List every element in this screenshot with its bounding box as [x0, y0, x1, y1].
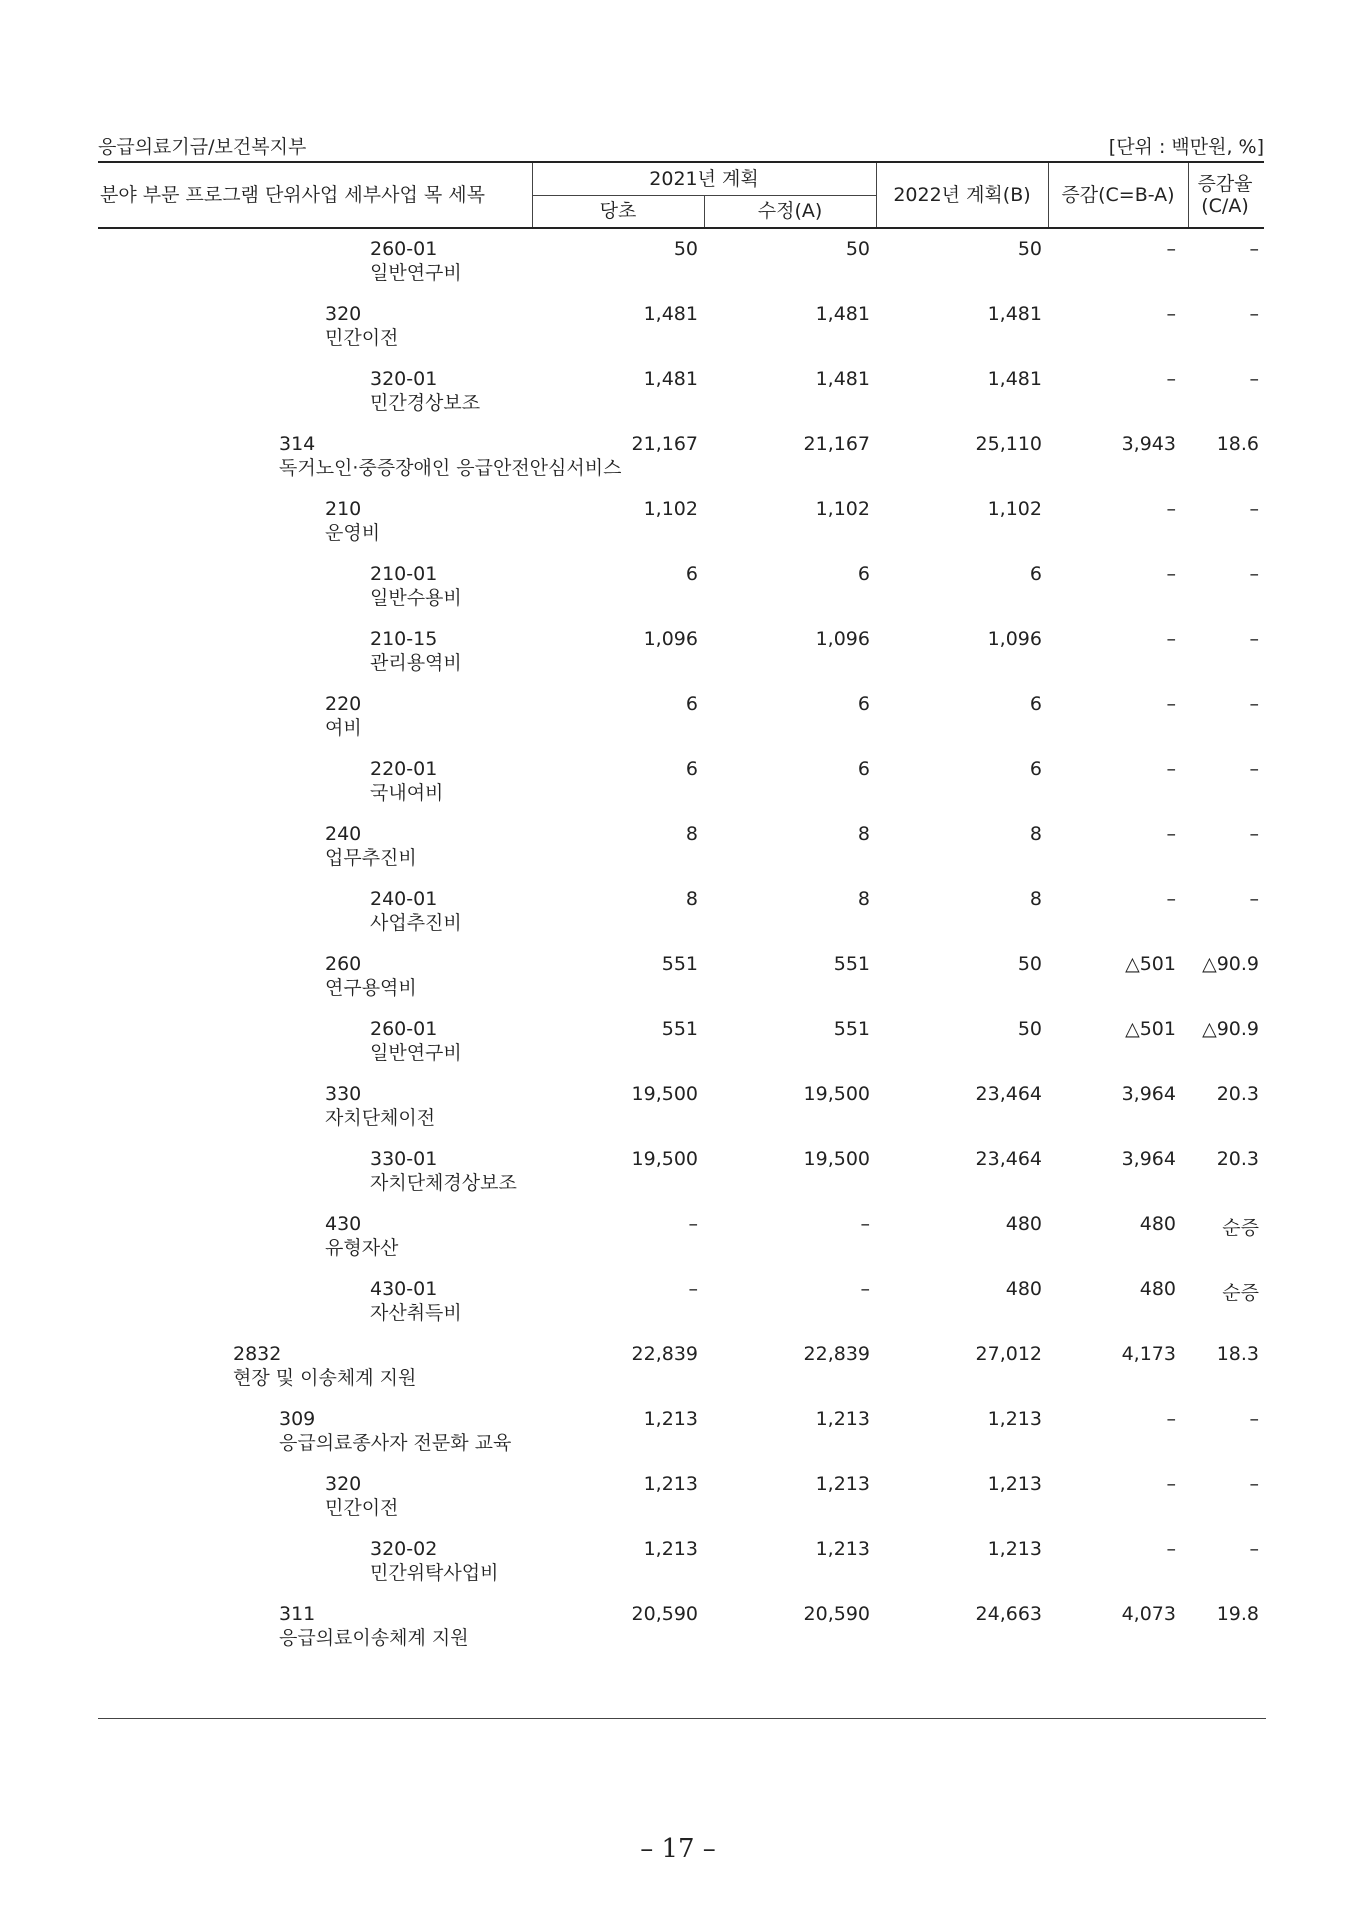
row-name: 자산취득비 — [370, 1302, 462, 1324]
header-rate: 증감율 (C/A) — [1197, 173, 1253, 217]
value-original: 21,167 — [631, 433, 698, 455]
value-plan-2022: 23,464 — [975, 1148, 1042, 1170]
table-row — [0, 563, 1356, 623]
value-change: – — [1166, 823, 1176, 845]
table-header — [98, 161, 1264, 229]
header-plan-2022: 2022년 계획(B) — [893, 184, 1031, 206]
row-name: 국내여비 — [370, 782, 444, 804]
row-name: 응급의료이송체계 지원 — [279, 1627, 469, 1649]
value-rate: △90.9 — [1202, 953, 1259, 975]
row-name: 민간경상보조 — [370, 392, 481, 414]
table-row — [0, 238, 1356, 298]
value-revised: 19,500 — [803, 1148, 870, 1170]
table-row — [0, 1213, 1356, 1273]
value-change: 3,964 — [1121, 1148, 1176, 1170]
value-original: 1,481 — [643, 368, 698, 390]
fund-ministry-label: 응급의료기금/보건복지부 — [98, 136, 307, 158]
value-rate: – — [1249, 758, 1259, 780]
row-name: 민간이전 — [325, 327, 399, 349]
row-code: 260-01 — [370, 238, 438, 260]
value-original: 8 — [685, 888, 698, 910]
value-plan-2022: 1,213 — [987, 1538, 1042, 1560]
row-name: 현장 및 이송체계 지원 — [233, 1367, 417, 1389]
value-revised: 1,096 — [815, 628, 870, 650]
value-change: – — [1166, 1473, 1176, 1495]
value-change: 4,073 — [1121, 1603, 1176, 1625]
bottom-rule — [98, 1718, 1266, 1719]
row-name: 민간이전 — [325, 1497, 399, 1519]
value-change: – — [1166, 628, 1176, 650]
value-rate: – — [1249, 628, 1259, 650]
value-rate: 18.6 — [1216, 433, 1259, 455]
value-revised: 551 — [833, 953, 870, 975]
row-code: 260 — [325, 953, 362, 975]
value-revised: 551 — [833, 1018, 870, 1040]
value-revised: – — [860, 1213, 870, 1235]
value-change: – — [1166, 368, 1176, 390]
value-revised: 1,213 — [815, 1538, 870, 1560]
row-name: 사업추진비 — [370, 912, 462, 934]
value-revised: 1,481 — [815, 368, 870, 390]
value-original: – — [688, 1213, 698, 1235]
value-revised: 21,167 — [803, 433, 870, 455]
value-change: △501 — [1125, 1018, 1176, 1040]
row-code: 330 — [325, 1083, 362, 1105]
value-rate: 순증 — [1222, 1282, 1259, 1304]
row-code: 309 — [279, 1408, 316, 1430]
value-original: 19,500 — [631, 1083, 698, 1105]
value-plan-2022: 8 — [1029, 888, 1042, 910]
row-code: 320-01 — [370, 368, 438, 390]
row-code: 311 — [279, 1603, 316, 1625]
value-revised: – — [860, 1278, 870, 1300]
row-code: 240-01 — [370, 888, 438, 910]
header-plan-2021: 2021년 계획 — [649, 168, 759, 190]
value-plan-2022: 50 — [1017, 238, 1042, 260]
value-original: 1,213 — [643, 1408, 698, 1430]
row-code: 430 — [325, 1213, 362, 1235]
table-row — [0, 1083, 1356, 1143]
row-name: 일반연구비 — [370, 1042, 462, 1064]
table-row — [0, 1408, 1356, 1468]
value-change: – — [1166, 238, 1176, 260]
value-plan-2022: 480 — [1005, 1213, 1042, 1235]
value-plan-2022: 480 — [1005, 1278, 1042, 1300]
value-revised: 22,839 — [803, 1343, 870, 1365]
table-row — [0, 303, 1356, 363]
value-rate: 19.8 — [1216, 1603, 1259, 1625]
table-row — [0, 1473, 1356, 1533]
row-name: 여비 — [325, 717, 362, 739]
table-row — [0, 823, 1356, 883]
value-plan-2022: 1,481 — [987, 303, 1042, 325]
value-plan-2022: 25,110 — [975, 433, 1042, 455]
table-row — [0, 758, 1356, 818]
value-plan-2022: 6 — [1029, 693, 1042, 715]
row-name: 관리용역비 — [370, 652, 462, 674]
row-code: 314 — [279, 433, 316, 455]
header-category: 분야 부문 프로그램 단위사업 세부사업 목 세목 — [100, 184, 485, 206]
value-plan-2022: 6 — [1029, 758, 1042, 780]
table-row — [0, 1278, 1356, 1338]
value-original: 6 — [685, 758, 698, 780]
value-plan-2022: 24,663 — [975, 1603, 1042, 1625]
value-plan-2022: 1,096 — [987, 628, 1042, 650]
value-rate: – — [1249, 823, 1259, 845]
value-change: – — [1166, 758, 1176, 780]
row-code: 240 — [325, 823, 362, 845]
row-code: 260-01 — [370, 1018, 438, 1040]
value-revised: 6 — [857, 563, 870, 585]
table-row — [0, 433, 1356, 493]
value-plan-2022: 23,464 — [975, 1083, 1042, 1105]
value-rate: – — [1249, 888, 1259, 910]
value-original: 551 — [661, 1018, 698, 1040]
value-plan-2022: 1,481 — [987, 368, 1042, 390]
row-code: 220 — [325, 693, 362, 715]
value-rate: – — [1249, 498, 1259, 520]
row-name: 자치단체경상보조 — [370, 1172, 517, 1194]
table-row — [0, 1343, 1356, 1403]
value-rate: – — [1249, 368, 1259, 390]
value-rate: – — [1249, 563, 1259, 585]
table-row — [0, 628, 1356, 688]
value-change: 480 — [1139, 1278, 1176, 1300]
value-rate: – — [1249, 1538, 1259, 1560]
value-original: 22,839 — [631, 1343, 698, 1365]
value-original: 20,590 — [631, 1603, 698, 1625]
value-revised: 6 — [857, 693, 870, 715]
table-row — [0, 498, 1356, 558]
value-plan-2022: 1,213 — [987, 1473, 1042, 1495]
value-change: – — [1166, 1538, 1176, 1560]
value-revised: 1,481 — [815, 303, 870, 325]
value-change: 480 — [1139, 1213, 1176, 1235]
value-rate: – — [1249, 1408, 1259, 1430]
value-rate: – — [1249, 238, 1259, 260]
table-row — [0, 693, 1356, 753]
value-change: – — [1166, 1408, 1176, 1430]
value-change: 3,943 — [1121, 433, 1176, 455]
row-name: 유형자산 — [325, 1237, 399, 1259]
value-change: – — [1166, 498, 1176, 520]
value-rate: 18.3 — [1216, 1343, 1259, 1365]
value-original: 6 — [685, 563, 698, 585]
value-change: – — [1166, 888, 1176, 910]
value-original: 19,500 — [631, 1148, 698, 1170]
row-name: 일반수용비 — [370, 587, 462, 609]
value-original: 1,213 — [643, 1473, 698, 1495]
row-name: 업무추진비 — [325, 847, 417, 869]
value-rate: 20.3 — [1216, 1083, 1259, 1105]
row-name: 응급의료종사자 전문화 교육 — [279, 1432, 512, 1454]
value-original: 1,213 — [643, 1538, 698, 1560]
row-code: 320 — [325, 1473, 362, 1495]
row-code: 210-15 — [370, 628, 438, 650]
value-original: 1,481 — [643, 303, 698, 325]
table-row — [0, 1018, 1356, 1078]
value-rate: – — [1249, 303, 1259, 325]
row-name: 독거노인·중증장애인 응급안전안심서비스 — [279, 457, 622, 479]
value-plan-2022: 1,102 — [987, 498, 1042, 520]
table-row — [0, 1603, 1356, 1663]
value-plan-2022: 6 — [1029, 563, 1042, 585]
row-code: 320-02 — [370, 1538, 438, 1560]
value-plan-2022: 27,012 — [975, 1343, 1042, 1365]
value-plan-2022: 50 — [1017, 953, 1042, 975]
value-original: – — [688, 1278, 698, 1300]
header-change: 증감(C=B-A) — [1061, 184, 1175, 206]
value-original: 8 — [685, 823, 698, 845]
value-revised: 1,102 — [815, 498, 870, 520]
header-divider — [1188, 163, 1189, 227]
value-revised: 20,590 — [803, 1603, 870, 1625]
value-change: △501 — [1125, 953, 1176, 975]
row-code: 220-01 — [370, 758, 438, 780]
table-row — [0, 1148, 1356, 1208]
value-rate: 순증 — [1222, 1217, 1259, 1239]
row-name: 일반연구비 — [370, 262, 462, 284]
value-revised: 8 — [857, 823, 870, 845]
value-revised: 1,213 — [815, 1408, 870, 1430]
value-revised: 19,500 — [803, 1083, 870, 1105]
value-change: – — [1166, 693, 1176, 715]
value-revised: 50 — [845, 238, 870, 260]
value-revised: 1,213 — [815, 1473, 870, 1495]
value-original: 1,102 — [643, 498, 698, 520]
value-change: 4,173 — [1121, 1343, 1176, 1365]
value-rate: – — [1249, 1473, 1259, 1495]
unit-label: [단위 : 백만원, %] — [1108, 136, 1264, 158]
row-name: 자치단체이전 — [325, 1107, 436, 1129]
table-row — [0, 368, 1356, 428]
value-revised: 6 — [857, 758, 870, 780]
row-code: 330-01 — [370, 1148, 438, 1170]
value-rate: – — [1249, 693, 1259, 715]
row-name: 운영비 — [325, 522, 381, 544]
value-rate: △90.9 — [1202, 1018, 1259, 1040]
page-number: – 17 – — [640, 1834, 716, 1864]
value-change: 3,964 — [1121, 1083, 1176, 1105]
row-code: 320 — [325, 303, 362, 325]
value-change: – — [1166, 563, 1176, 585]
row-code: 2832 — [233, 1343, 282, 1365]
value-revised: 8 — [857, 888, 870, 910]
row-name: 민간위탁사업비 — [370, 1562, 499, 1584]
row-code: 430-01 — [370, 1278, 438, 1300]
row-code: 210 — [325, 498, 362, 520]
table-row — [0, 888, 1356, 948]
value-original: 1,096 — [643, 628, 698, 650]
header-revised: 수정(A) — [757, 200, 823, 222]
row-code: 210-01 — [370, 563, 438, 585]
value-original: 551 — [661, 953, 698, 975]
value-plan-2022: 50 — [1017, 1018, 1042, 1040]
value-rate: 20.3 — [1216, 1148, 1259, 1170]
table-row — [0, 953, 1356, 1013]
value-plan-2022: 8 — [1029, 823, 1042, 845]
value-change: – — [1166, 303, 1176, 325]
value-original: 50 — [673, 238, 698, 260]
header-original: 당초 — [599, 200, 637, 222]
row-name: 연구용역비 — [325, 977, 417, 999]
value-original: 6 — [685, 693, 698, 715]
value-plan-2022: 1,213 — [987, 1408, 1042, 1430]
table-row — [0, 1538, 1356, 1598]
